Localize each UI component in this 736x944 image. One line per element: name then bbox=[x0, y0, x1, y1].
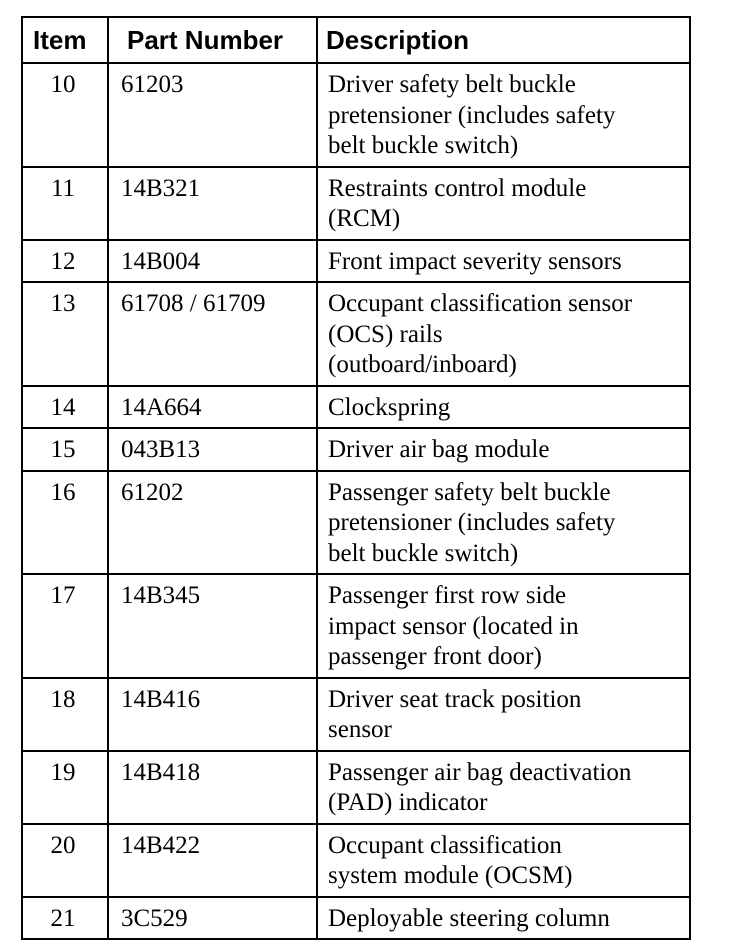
description bbox=[317, 167, 690, 240]
description-line: impact sensor (located in bbox=[328, 612, 579, 640]
table-row bbox=[22, 428, 690, 471]
item-number: 11 bbox=[22, 167, 108, 240]
part-number: 3C529 bbox=[108, 897, 317, 940]
table-row bbox=[22, 167, 690, 240]
table-row bbox=[22, 471, 690, 575]
part-number: 14B418 bbox=[108, 751, 317, 824]
item-number: 12 bbox=[22, 240, 108, 283]
description-line: Driver air bag module bbox=[328, 436, 550, 463]
description-line: (RCM) bbox=[328, 205, 401, 232]
description-line: Passenger first row side bbox=[328, 582, 567, 609]
description-line: system module (OCSM) bbox=[328, 862, 573, 889]
part-number: 14B321 bbox=[108, 167, 317, 240]
description-line: belt buckle switch) bbox=[328, 539, 519, 567]
header-part-number: Part Number bbox=[108, 17, 317, 63]
item-number: 21 bbox=[22, 897, 108, 940]
item-number: 17 bbox=[22, 574, 108, 678]
item-number: 19 bbox=[22, 751, 108, 824]
description bbox=[317, 824, 690, 897]
description bbox=[317, 678, 690, 751]
part-number: 14A664 bbox=[108, 386, 317, 429]
item-number: 20 bbox=[22, 824, 108, 897]
header-item: Item bbox=[22, 17, 108, 63]
item-number: 14 bbox=[22, 386, 108, 429]
description-line: Occupant classification sensor bbox=[328, 290, 633, 317]
part-number: 14B004 bbox=[108, 240, 317, 283]
table-row bbox=[22, 282, 690, 386]
description-line: Deployable steering column bbox=[328, 904, 610, 932]
item-number: 10 bbox=[22, 63, 108, 167]
description-line: Passenger safety belt buckle bbox=[328, 478, 611, 506]
description-line: Restraints control module bbox=[328, 174, 587, 202]
header-row bbox=[22, 17, 690, 63]
description-line: (OCS) rails bbox=[328, 320, 443, 348]
table-row bbox=[22, 386, 690, 429]
description-line: (outboard/inboard) bbox=[328, 351, 517, 378]
table-body bbox=[22, 63, 690, 939]
description bbox=[317, 386, 690, 429]
table-row bbox=[22, 574, 690, 678]
table-row bbox=[22, 751, 690, 824]
part-number: 61203 bbox=[108, 63, 317, 167]
item-number: 13 bbox=[22, 282, 108, 386]
description-line: Occupant classification bbox=[328, 831, 562, 859]
description bbox=[317, 63, 690, 167]
description bbox=[317, 751, 690, 824]
description-line: Driver seat track position bbox=[328, 685, 582, 713]
description bbox=[317, 574, 690, 678]
parts-table bbox=[21, 16, 691, 940]
description-line: belt buckle switch) bbox=[328, 132, 519, 159]
description bbox=[317, 240, 690, 283]
description bbox=[317, 428, 690, 471]
part-number: 14B345 bbox=[108, 574, 317, 678]
description bbox=[317, 897, 690, 940]
description-line: Front impact severity sensors bbox=[328, 247, 622, 275]
part-number: 61202 bbox=[108, 471, 317, 575]
description-line: Clockspring bbox=[328, 393, 451, 421]
item-number: 18 bbox=[22, 678, 108, 751]
table-row bbox=[22, 240, 690, 283]
part-number: 043B13 bbox=[108, 428, 317, 471]
table-row bbox=[22, 824, 690, 897]
description-line: passenger front door) bbox=[328, 643, 542, 670]
item-number: 16 bbox=[22, 471, 108, 575]
table-row bbox=[22, 897, 690, 940]
description-line: (PAD) indicator bbox=[328, 789, 488, 816]
description-line: Driver safety belt buckle bbox=[328, 71, 576, 98]
description-line: Passenger air bag deactivation bbox=[328, 758, 632, 786]
part-number: 61708 / 61709 bbox=[108, 282, 317, 386]
header-description: Description bbox=[317, 17, 690, 63]
part-number: 14B422 bbox=[108, 824, 317, 897]
item-number: 15 bbox=[22, 428, 108, 471]
description-line: pretensioner (includes safety bbox=[328, 101, 616, 129]
table-row bbox=[22, 678, 690, 751]
description bbox=[317, 471, 690, 575]
part-number: 14B416 bbox=[108, 678, 317, 751]
description-line: pretensioner (includes safety bbox=[328, 509, 616, 536]
description-line: sensor bbox=[328, 716, 392, 743]
description bbox=[317, 282, 690, 386]
table-row bbox=[22, 63, 690, 167]
